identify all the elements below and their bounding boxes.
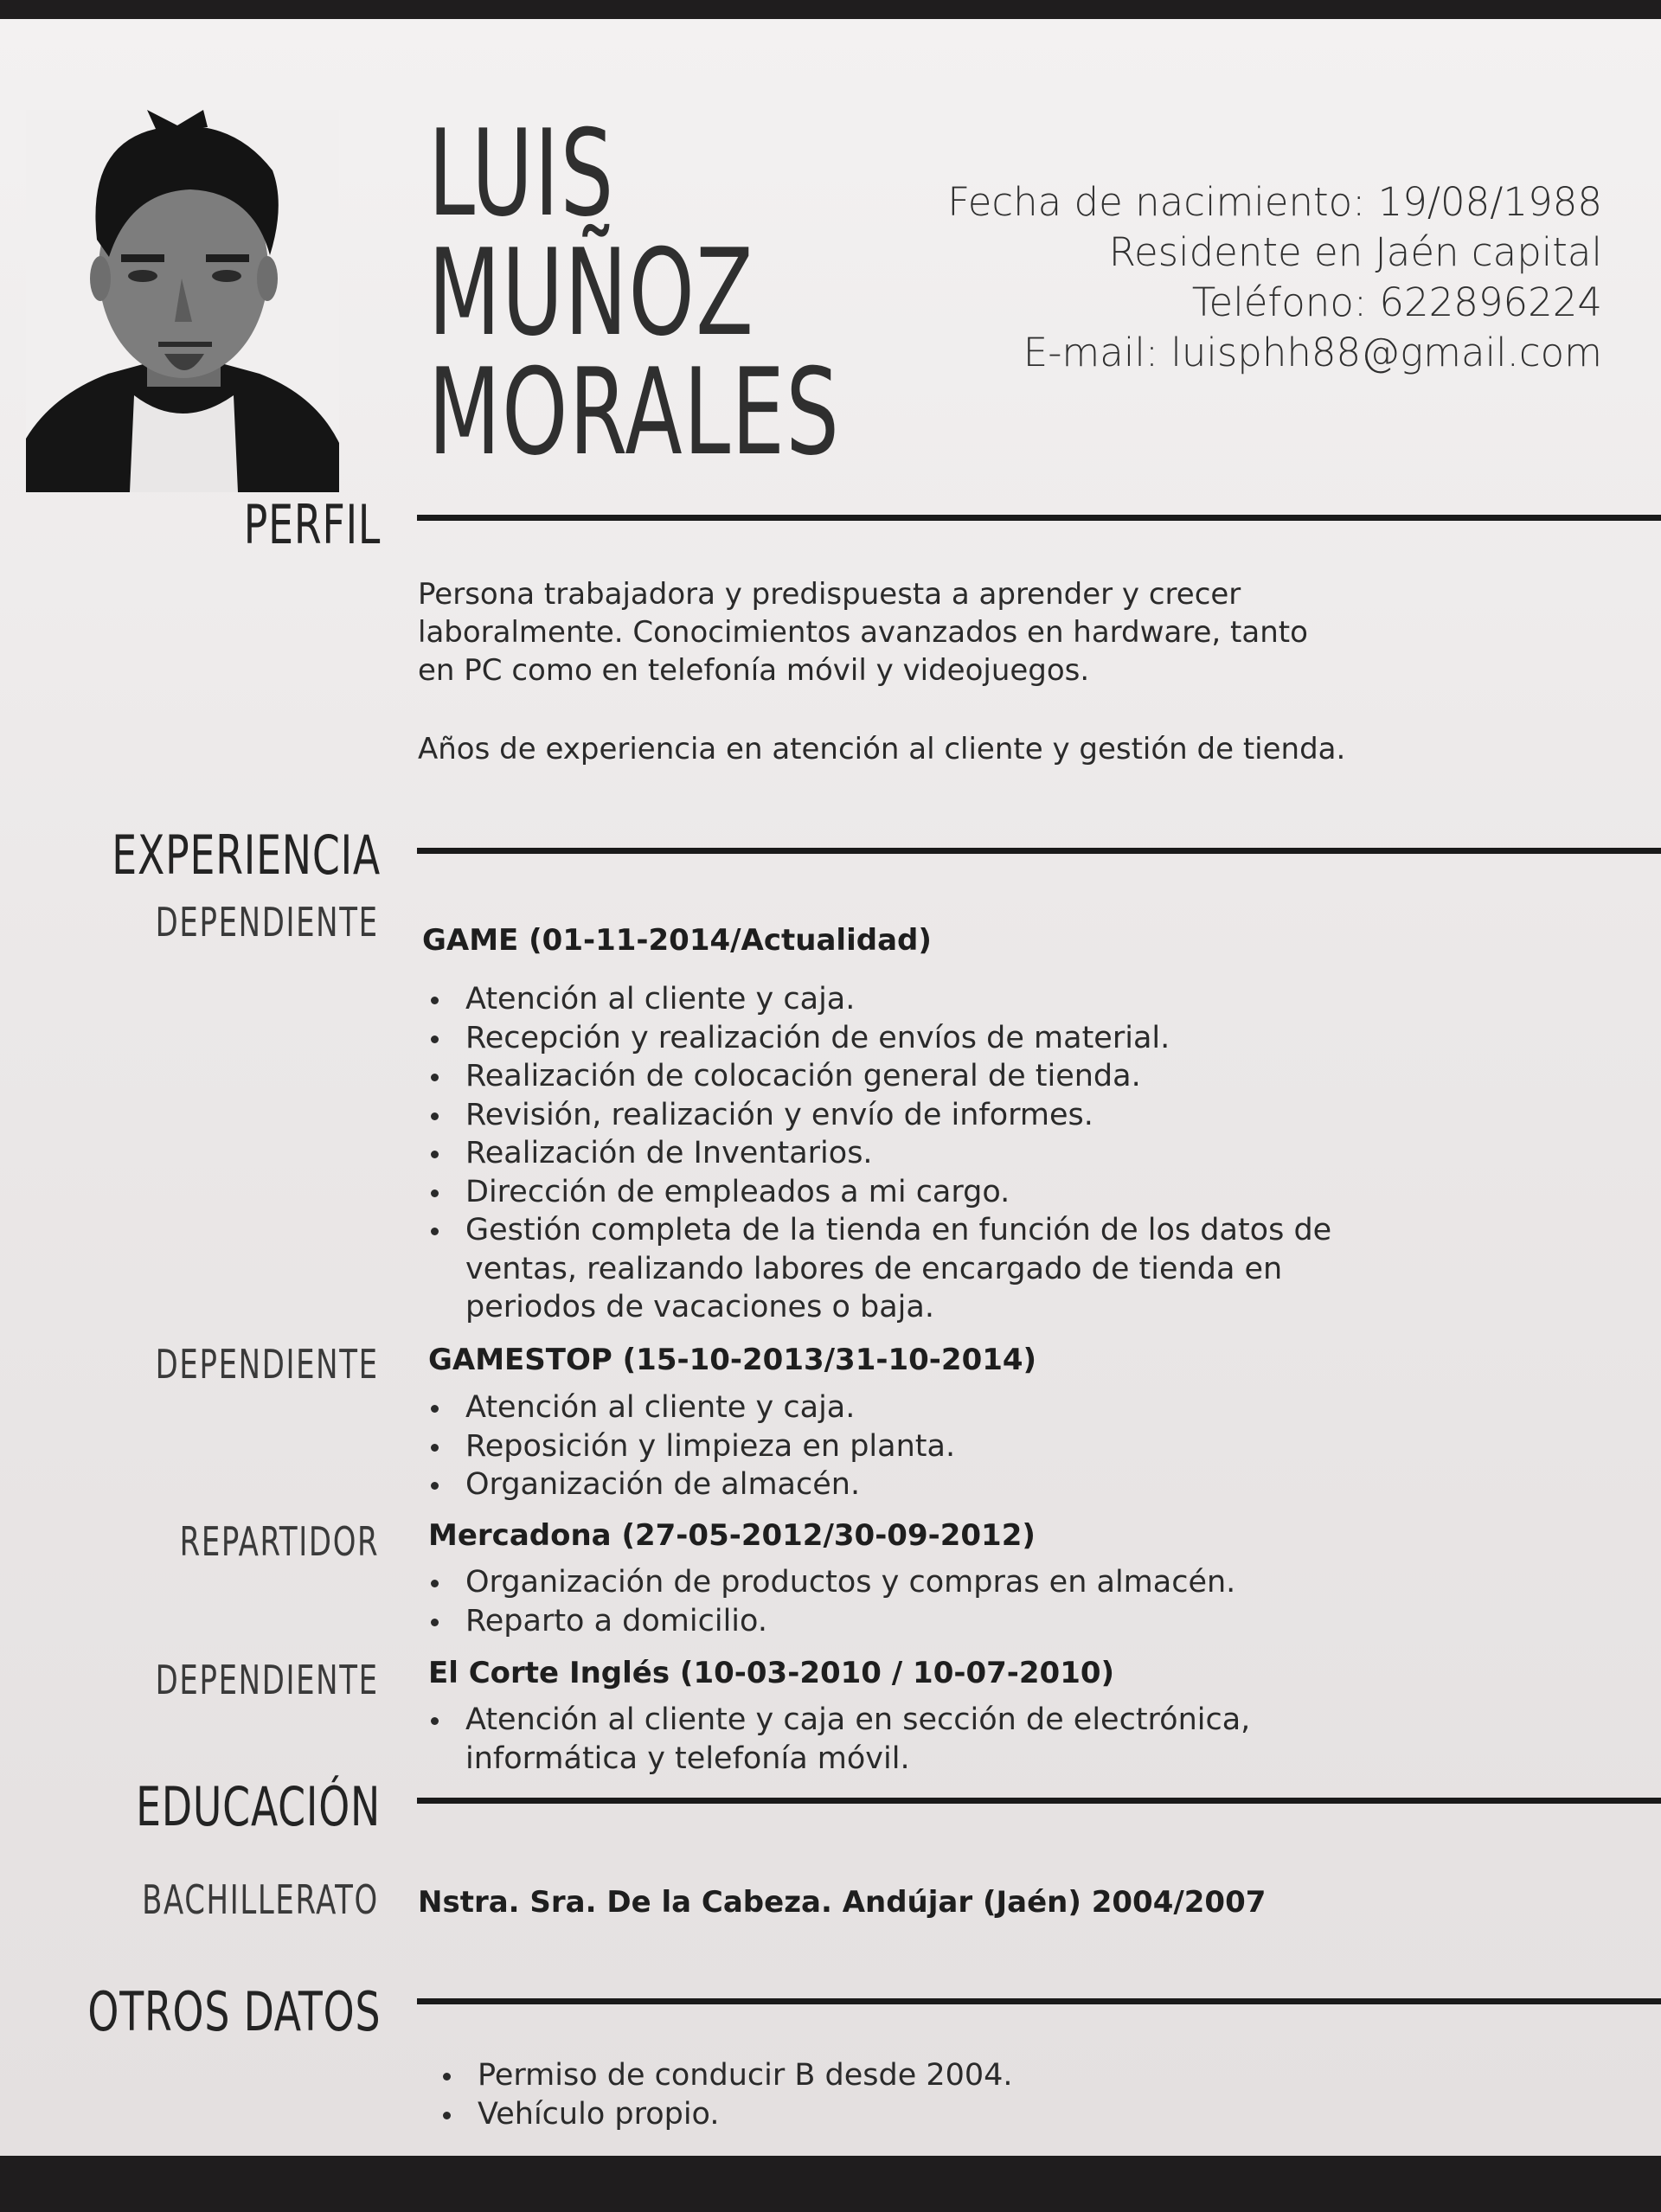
list-item: Reparto a domicilio.: [465, 1602, 1365, 1641]
list-item: Gestión completa de la tienda en función de los datos de ventas, realizando labores de encargado de tienda en periodos de vacaciones o baja.: [465, 1211, 1365, 1327]
list-item: Dirección de empleados a mi cargo.: [465, 1173, 1365, 1212]
list-item: Organización de productos y compras en almacén.: [465, 1563, 1365, 1602]
residence: Residente en Jaén capital: [1108, 229, 1602, 275]
job-duties: [418, 1563, 1365, 1640]
phone: Teléfono: 622896224: [1191, 279, 1602, 325]
name-line-first: LUIS: [428, 104, 615, 243]
list-item: Reposición y limpieza en planta.: [465, 1427, 1365, 1466]
list-item: Vehículo propio.: [478, 2095, 1377, 2134]
other-data-list: [430, 2056, 1377, 2133]
job-role: REPARTIDOR: [179, 1518, 379, 1565]
list-item: Revisión, realización y envío de informes.: [465, 1096, 1365, 1135]
job-company: GAMESTOP (15-10-2013/31-10-2014): [428, 1343, 1037, 1377]
list-item: Permiso de conducir B desde 2004.: [478, 2056, 1377, 2095]
name-line-second: MUÑOZ: [428, 223, 755, 362]
list-item: Atención al cliente y caja.: [465, 980, 1365, 1019]
list-item: Atención al cliente y caja.: [465, 1388, 1365, 1427]
job-company: El Corte Inglés (10-03-2010 / 10-07-2010): [428, 1656, 1115, 1690]
section-rule: [417, 1998, 1661, 2004]
list-item: Recepción y realización de envíos de material.: [465, 1019, 1365, 1058]
section-rule: [417, 515, 1661, 521]
job-role: DEPENDIENTE: [155, 1657, 379, 1703]
section-rule: [417, 1798, 1661, 1804]
email: E-mail: luisphh88@gmail.com: [1023, 330, 1602, 375]
list-item: Atención al cliente y caja en sección de electrónica, informática y telefonía móvil.: [465, 1701, 1365, 1778]
section-title-otros-datos: OTROS DATOS: [87, 1980, 381, 2043]
job-duties: [418, 1701, 1365, 1778]
section-rule: [417, 848, 1661, 854]
birth-date: Fecha de nacimiento: 19/08/1988: [947, 179, 1602, 225]
job-company: GAME (01-11-2014/Actualidad): [422, 923, 932, 958]
job-duties: [418, 1388, 1365, 1504]
section-title-experiencia: EXPERIENCIA: [112, 824, 381, 887]
list-item: Organización de almacén.: [465, 1465, 1365, 1504]
list-item: Realización de Inventarios.: [465, 1134, 1365, 1173]
job-role: DEPENDIENTE: [155, 1341, 379, 1388]
education-level: BACHILLERATO: [142, 1876, 379, 1923]
job-company: Mercadona (27-05-2012/30-09-2012): [428, 1518, 1036, 1553]
perfil-paragraph: Persona trabajadora y predispuesta a aprender y crecer laboralmente. Conocimientos avanzados en hardware, tanto en PC como en telefonía móvil y videojuegos.: [418, 577, 1308, 688]
education-detail: Nstra. Sra. De la Cabeza. Andújar (Jaén) 2004/2007: [418, 1885, 1267, 1920]
section-title-perfil: PERFIL: [243, 493, 381, 556]
profile-photo: [26, 110, 339, 492]
contact-info: [947, 177, 1602, 378]
job-role: DEPENDIENTE: [155, 899, 379, 946]
section-title-educacion: EDUCACIÓN: [136, 1775, 381, 1838]
resume-page: [0, 19, 1661, 2156]
name-line-third: MORALES: [428, 343, 841, 482]
job-duties: [418, 980, 1365, 1327]
full-name: [428, 104, 841, 482]
perfil-paragraph: Años de experiencia en atención al cliente y gestión de tienda.: [418, 732, 1346, 766]
list-item: Realización de colocación general de tienda.: [465, 1057, 1365, 1096]
